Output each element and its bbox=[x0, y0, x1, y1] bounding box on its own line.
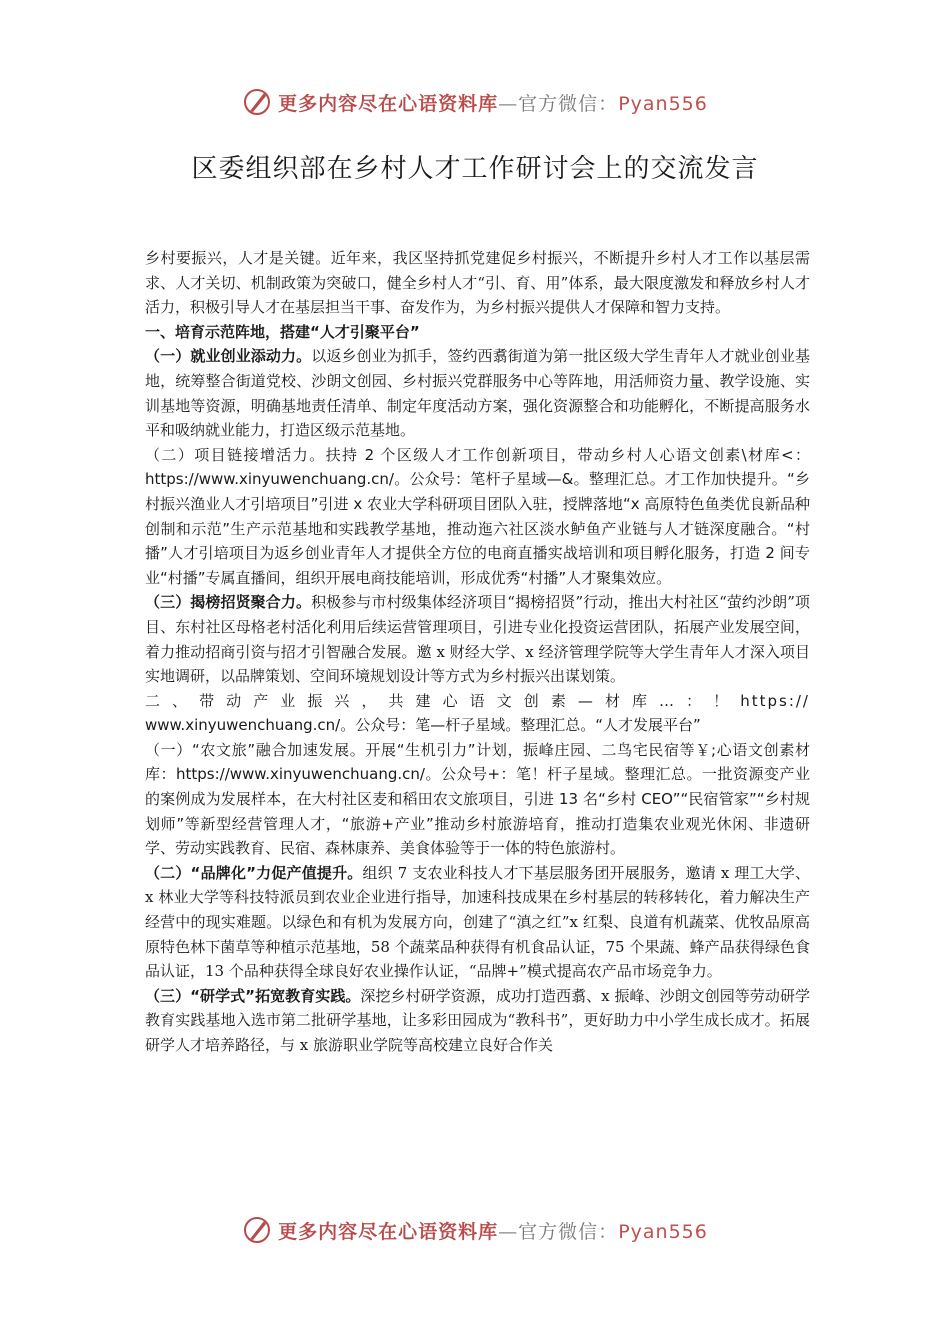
section-heading-2-line2: www.xinyuwenchuang.cn/。公众号：笔—杆子星域。整理汇总。“人才发展平台” bbox=[145, 716, 701, 735]
paragraph-branding bbox=[145, 861, 810, 984]
footer-watermark-banner bbox=[0, 1210, 950, 1250]
quill-pen-logo-icon bbox=[242, 87, 272, 117]
paragraph-study-lead: （三）“研学式”拓宽教育实践。 bbox=[145, 986, 361, 1005]
paragraph-branding-body: 组织 7 支农业科技人才下基层服务团开展服务，邀请 x 理工大学、x 林业大学等科技特派员到农业企业进行指导，加速科技成果在乡村基层的转移转化，着力解决生产经营中的现实难题。以绿色和有机为发展方向，创建了“滇之红”x 红梨、良道有机蔬菜、优牧品原高原特色林下菌草等种植示范基地，58 个蔬菜品种获得有机食品认证，75 个果蔬、蜂产品获得绿色食品认证，13 个品种获得全球良好农业操作认证，“品牌+”模式提高农产品市场竞争力。 bbox=[145, 863, 811, 981]
banner-separator: — bbox=[498, 1220, 519, 1243]
header-watermark-banner bbox=[0, 82, 950, 122]
quill-pen-logo-icon bbox=[242, 1215, 272, 1245]
paragraph-employment-body: 以返乡创业为抓手，签约西翥街道为第一批区级大学生青年人才就业创业基地，统筹整合街道党校、沙朗文创园、乡村振兴党群服务中心等阵地，用活师资力量、教学设施、实训基地等资源，明确基地责任清单、制定年度活动方案，强化资源整合和功能孵化，不断提高服务水平和吸纳就业能力，打造区级示范基地。 bbox=[145, 347, 810, 440]
banner-wechat-id: Pyan556 bbox=[618, 92, 708, 115]
document-body bbox=[145, 246, 810, 1058]
banner-site-text: 更多内容尽在心语资料库 bbox=[278, 1220, 499, 1243]
paragraph-study bbox=[145, 984, 810, 1058]
document-title: 区委组织部在乡村人才工作研讨会上的交流发言 bbox=[191, 154, 759, 184]
paragraph-employment-lead: （一）就业创业添动力。 bbox=[145, 347, 312, 366]
banner-site-text: 更多内容尽在心语资料库 bbox=[278, 92, 499, 115]
paragraph-recruit-lead: （三）揭榜招贤聚合力。 bbox=[145, 593, 312, 612]
paragraph-branding-lead: （二）“品牌化”力促产值提升。 bbox=[145, 863, 363, 882]
banner-separator: — bbox=[498, 92, 519, 115]
paragraph-projects: （二）项目链接增活力。扶持 2 个区级人才工作创新项目，带动乡村人心语文创素\材库<：https://www.xinyuwenchuang.cn/。公众号：笔杆子星域—&。整理汇总。才工作加快提升。“乡村振兴渔业人才引培项目”引进 x 农业大学科研项目团队入驻，授牌落地“x 高原特色鱼类优良新品种创制和示范”生产示范基地和实践教学基地，推动迤六社区淡水鲈鱼产业链与人才链深度融合。“村播”人才引培项目为返乡创业青年人才提供全方位的电商直播实战培训和项目孵化服务，打造 2 间专业“村播”专属直播间，组织开展电商技能培训，形成优秀“村播”人才聚集效应。 bbox=[145, 445, 810, 587]
paragraph-recruit bbox=[145, 590, 810, 688]
section-heading-1: 一、培育示范阵地，搭建“人才引聚平台” bbox=[145, 322, 420, 341]
paragraph-study-body: 深挖乡村研学资源，成功打造西翥、x 振峰、沙朗文创园等劳动研学教育实践基地入选市第二批研学基地，让多彩田园成为“教科书”，更好助力中小学生成长成才。拓展研学人才培养路径，与 x 旅游职业学院等高校建立良好合作关 bbox=[145, 986, 811, 1054]
section-heading-2-line1: 二、带动产业振兴，共建心语文创素—材库…：！https:// bbox=[145, 691, 810, 710]
banner-wechat-label: 官方微信： bbox=[518, 92, 619, 115]
paragraph-agritourism: （一）“农文旅”融合加速发展。开展“生机引力”计划，振峰庄园、二鸟宅民宿等￥;心语文创素材库：https://www.xinyuwenchuang.cn/。公众号+：笔！杆子星域。整理汇总。一批资源变产业的案例成为发展样本，在大村社区麦和稻田农文旅项目，引进 13 名“乡村 CEO”“民宿管家”“乡村规划师”等新型经营管理人才，“旅游+产业”推动乡村旅游培育，推动打造集农业观光休闲、非遗研学、劳动实践教育、民宿、森林康养、美食体验等于一体的特色旅游村。 bbox=[145, 740, 810, 858]
intro-paragraph: 乡村要振兴，人才是关键。近年来，我区坚持抓党建促乡村振兴，不断提升乡村人才工作以基层需求、人才关切、机制政策为突破口，健全乡村人才“引、育、用”体系，最大限度激发和释放乡村人才活力，积极引导人才在基层担当干事、奋发作为，为乡村振兴提供人才保障和智力支持。 bbox=[145, 249, 810, 317]
banner-wechat-id: Pyan556 bbox=[618, 1220, 708, 1243]
banner-wechat-label: 官方微信： bbox=[518, 1220, 619, 1243]
paragraph-recruit-body: 积极参与市村级集体经济项目“揭榜招贤”行动，推出大村社区“萤约沙朗”项目、东村社区母格老村活化利用后续运营管理项目，引进专业化投资运营团队，拓展产业发展空间，着力推动招商引资与招才引智融合发展。邀 x 财经大学、x 经济管理学院等大学生青年人才深入项目实地调研，以品牌策划、空间环境规划设计等方式为乡村振兴出谋划策。 bbox=[145, 593, 810, 686]
paragraph-employment bbox=[145, 344, 810, 442]
